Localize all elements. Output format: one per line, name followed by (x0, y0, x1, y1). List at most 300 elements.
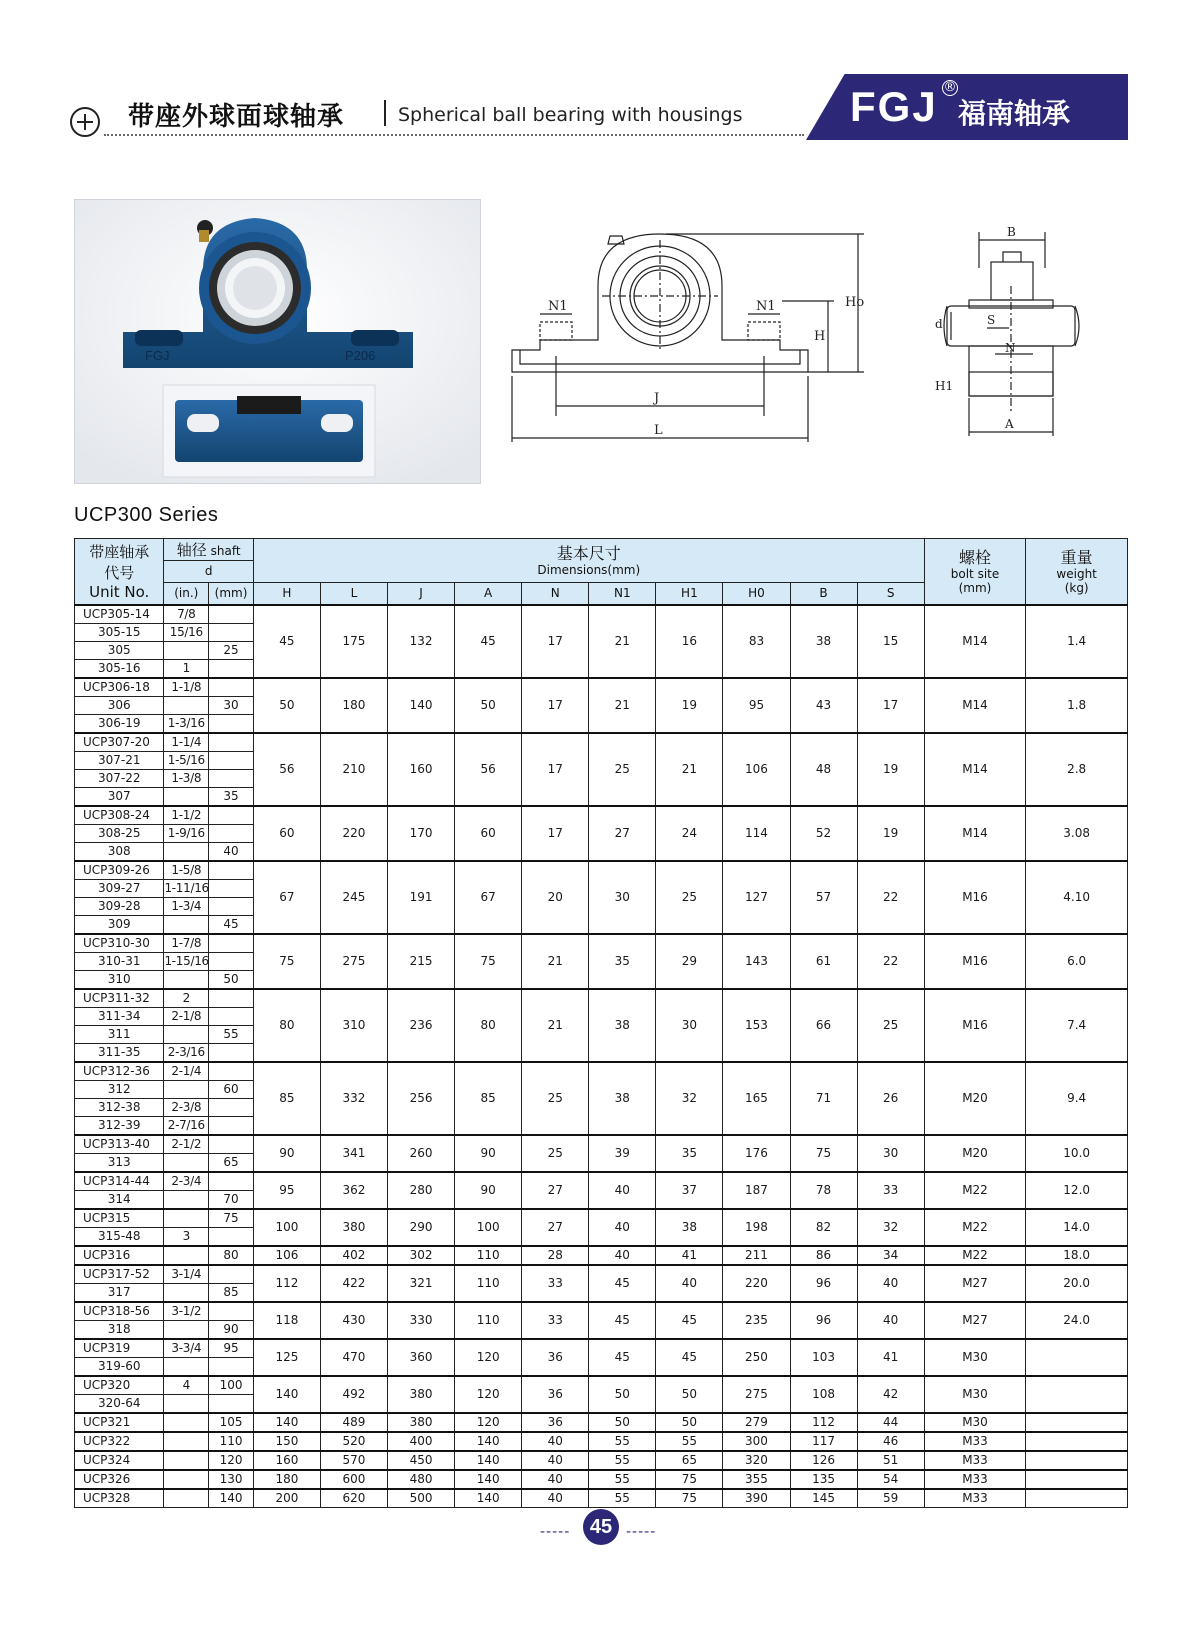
dim-cell-j: 302 (388, 1246, 455, 1265)
dim-cell-l: 341 (320, 1135, 387, 1172)
shaft-inch-cell (164, 1209, 209, 1228)
shaft-mm-cell (209, 861, 254, 880)
dimensions-header: 基本尺寸 Dimensions(mm) (253, 539, 924, 583)
shaft-inch-cell: 3-1/4 (164, 1265, 209, 1284)
dim-cell-b: 82 (790, 1209, 857, 1246)
weight-cell (1026, 1432, 1128, 1451)
unit-no-cell: UCP326 (75, 1470, 164, 1489)
dim-cell-h: 118 (253, 1302, 320, 1339)
shaft-mm-cell (209, 1116, 254, 1135)
label-s: S (987, 313, 996, 327)
weight-cell: 1.8 (1026, 678, 1128, 733)
shaft-mm-cell (209, 1302, 254, 1321)
dim-cell-n1: 39 (589, 1135, 656, 1172)
unit-no-cell: UCP315 (75, 1209, 164, 1228)
dim-cell-n: 33 (522, 1265, 589, 1302)
dim-cell-h1: 75 (656, 1470, 723, 1489)
plus-circle-icon (70, 107, 100, 137)
dim-cell-n1: 35 (589, 934, 656, 989)
dim-cell-l: 620 (320, 1489, 387, 1508)
shaft-inch-cell: 2-1/8 (164, 1007, 209, 1025)
shaft-inch-cell: 2-3/8 (164, 1098, 209, 1116)
shaft-mm-cell: 130 (209, 1470, 254, 1489)
dim-cell-l: 175 (320, 605, 387, 678)
shaft-mm-cell (209, 751, 254, 769)
dim-cell-h: 90 (253, 1135, 320, 1172)
unit-no-cell: UCP312-36 (75, 1062, 164, 1081)
weight-cell (1026, 1470, 1128, 1489)
dim-col-header: B (790, 583, 857, 605)
dim-cell-l: 600 (320, 1470, 387, 1489)
title-separator (384, 100, 386, 126)
table-row (75, 1135, 1128, 1154)
dim-cell-b: 75 (790, 1135, 857, 1172)
unit-no-cell: 311-35 (75, 1043, 164, 1062)
dim-cell-s: 40 (857, 1302, 924, 1339)
dim-cell-h1: 25 (656, 861, 723, 934)
shaft-inch-cell (164, 1413, 209, 1432)
weight-cell: 6.0 (1026, 934, 1128, 989)
dim-cell-b: 48 (790, 733, 857, 806)
dim-cell-h: 95 (253, 1172, 320, 1209)
unit-no-cell: 307 (75, 787, 164, 806)
dim-cell-j: 132 (388, 605, 455, 678)
dim-cell-j: 480 (388, 1470, 455, 1489)
shaft-mm-cell: 65 (209, 1153, 254, 1172)
dim-cell-h1: 41 (656, 1246, 723, 1265)
bolt-cell: M33 (924, 1451, 1026, 1470)
label-d: d (935, 317, 943, 331)
bolt-cell: M22 (924, 1246, 1026, 1265)
shaft-inch-cell (164, 641, 209, 659)
dim-cell-l: 402 (320, 1246, 387, 1265)
shaft-inch-cell: 1-1/2 (164, 806, 209, 825)
shaft-mm-cell (209, 879, 254, 897)
table-row (75, 1302, 1128, 1321)
dim-cell-a: 110 (455, 1246, 522, 1265)
dim-cell-a: 140 (455, 1451, 522, 1470)
shaft-mm-cell (209, 623, 254, 641)
dim-cell-h: 67 (253, 861, 320, 934)
dim-cell-n1: 45 (589, 1302, 656, 1339)
unit-no-cell: 313 (75, 1153, 164, 1172)
dim-cell-l: 362 (320, 1172, 387, 1209)
shaft-inch-cell (164, 696, 209, 714)
dim-cell-h1: 38 (656, 1209, 723, 1246)
inch-header: (in.) (164, 583, 209, 605)
registered-mark: ® (943, 80, 957, 95)
table-row (75, 733, 1128, 752)
shaft-inch-cell (164, 1470, 209, 1489)
shaft-inch-cell (164, 1080, 209, 1098)
shaft-inch-cell: 1-5/8 (164, 861, 209, 880)
label-h1: H1 (935, 379, 954, 393)
dim-col-header: H (253, 583, 320, 605)
dim-cell-h: 80 (253, 989, 320, 1062)
dim-cell-s: 59 (857, 1489, 924, 1508)
dim-cell-a: 50 (455, 678, 522, 733)
shaft-inch-cell: 1 (164, 659, 209, 678)
dim-cell-b: 71 (790, 1062, 857, 1135)
shaft-mm-cell: 25 (209, 641, 254, 659)
shaft-inch-cell: 2-1/2 (164, 1135, 209, 1154)
unit-no-cell: UCP324 (75, 1451, 164, 1470)
shaft-mm-cell (209, 1098, 254, 1116)
dim-cell-a: 140 (455, 1489, 522, 1508)
shaft-inch-cell: 1-3/16 (164, 714, 209, 733)
dim-cell-s: 17 (857, 678, 924, 733)
table-row (75, 1451, 1128, 1470)
page-dash-left: ----- (540, 1524, 571, 1540)
dim-cell-n1: 55 (589, 1489, 656, 1508)
shaft-mm-cell: 45 (209, 915, 254, 934)
dim-cell-h0: 390 (723, 1489, 790, 1508)
shaft-mm-cell (209, 824, 254, 842)
unit-no-cell: 318 (75, 1320, 164, 1339)
dim-cell-j: 260 (388, 1135, 455, 1172)
dim-cell-h: 160 (253, 1451, 320, 1470)
dim-cell-s: 22 (857, 861, 924, 934)
unit-no-cell: UCP314-44 (75, 1172, 164, 1191)
dim-cell-h0: 220 (723, 1265, 790, 1302)
table-row (75, 1489, 1128, 1508)
bolt-cell: M16 (924, 934, 1026, 989)
table-row (75, 1265, 1128, 1284)
dim-cell-a: 140 (455, 1432, 522, 1451)
table-row (75, 1172, 1128, 1191)
dim-cell-n1: 45 (589, 1339, 656, 1376)
dim-cell-h0: 165 (723, 1062, 790, 1135)
dim-cell-s: 51 (857, 1451, 924, 1470)
shaft-inch-cell (164, 1357, 209, 1376)
dim-cell-h0: 211 (723, 1246, 790, 1265)
unit-no-cell: 308 (75, 842, 164, 861)
side-view-drawing (935, 222, 1129, 449)
label-ho: Ho (845, 295, 865, 310)
shaft-inch-cell: 2-7/16 (164, 1116, 209, 1135)
shaft-inch-cell (164, 1432, 209, 1451)
table-row (75, 1470, 1128, 1489)
dim-cell-h0: 320 (723, 1451, 790, 1470)
dim-cell-a: 110 (455, 1302, 522, 1339)
unit-no-cell: UCP328 (75, 1489, 164, 1508)
table-row (75, 1432, 1128, 1451)
bolt-cell: M33 (924, 1470, 1026, 1489)
shaft-mm-cell: 80 (209, 1246, 254, 1265)
dim-cell-h1: 29 (656, 934, 723, 989)
dim-cell-b: 117 (790, 1432, 857, 1451)
unit-no-cell: 307-22 (75, 769, 164, 787)
dim-cell-h1: 30 (656, 989, 723, 1062)
unit-no-cell: UCP307-20 (75, 733, 164, 752)
dim-cell-n1: 21 (589, 678, 656, 733)
spec-table-body (75, 605, 1128, 1508)
dim-cell-s: 15 (857, 605, 924, 678)
unit-no-cell: UCP308-24 (75, 806, 164, 825)
dim-cell-b: 78 (790, 1172, 857, 1209)
shaft-mm-cell (209, 605, 254, 624)
shaft-mm-cell (209, 769, 254, 787)
shaft-mm-cell (209, 934, 254, 953)
unit-no-cell: 309-28 (75, 897, 164, 915)
dim-cell-h0: 106 (723, 733, 790, 806)
weight-cell (1026, 1413, 1128, 1432)
dim-cell-n: 36 (522, 1376, 589, 1413)
dim-cell-h1: 50 (656, 1413, 723, 1432)
dim-cell-a: 120 (455, 1413, 522, 1432)
dim-cell-b: 112 (790, 1413, 857, 1432)
shaft-header: 轴径 shaft (164, 539, 253, 561)
dim-cell-s: 22 (857, 934, 924, 989)
unit-no-cell: 312 (75, 1080, 164, 1098)
dim-col-header: N1 (589, 583, 656, 605)
shaft-inch-cell (164, 787, 209, 806)
dim-cell-s: 42 (857, 1376, 924, 1413)
dim-cell-n1: 40 (589, 1172, 656, 1209)
dim-cell-n1: 50 (589, 1413, 656, 1432)
label-h: H (814, 329, 826, 344)
dim-cell-j: 380 (388, 1376, 455, 1413)
bolt-cell: M27 (924, 1265, 1026, 1302)
bolt-cell: M33 (924, 1489, 1026, 1508)
shaft-mm-cell (209, 1062, 254, 1081)
dim-cell-n1: 55 (589, 1432, 656, 1451)
dim-cell-n: 40 (522, 1489, 589, 1508)
dim-cell-j: 236 (388, 989, 455, 1062)
dim-cell-b: 66 (790, 989, 857, 1062)
shaft-inch-cell: 3-3/4 (164, 1339, 209, 1358)
pillow-block-photo (75, 200, 480, 483)
dim-cell-h0: 95 (723, 678, 790, 733)
shaft-mm-cell: 70 (209, 1190, 254, 1209)
shaft-inch-cell (164, 1190, 209, 1209)
dim-cell-b: 126 (790, 1451, 857, 1470)
shaft-mm-cell: 40 (209, 842, 254, 861)
unit-no-cell: 305-15 (75, 623, 164, 641)
dim-cell-s: 19 (857, 806, 924, 861)
dim-cell-l: 220 (320, 806, 387, 861)
dim-cell-n: 17 (522, 678, 589, 733)
dim-cell-b: 61 (790, 934, 857, 989)
unit-no-cell: UCP322 (75, 1432, 164, 1451)
dim-cell-l: 430 (320, 1302, 387, 1339)
dim-cell-b: 43 (790, 678, 857, 733)
dim-cell-j: 256 (388, 1062, 455, 1135)
table-row (75, 678, 1128, 697)
shaft-inch-cell: 2-3/16 (164, 1043, 209, 1062)
unit-no-cell: 309-27 (75, 879, 164, 897)
bolt-cell: M30 (924, 1413, 1026, 1432)
mm-header: (mm) (209, 583, 254, 605)
dim-cell-a: 80 (455, 989, 522, 1062)
dim-cell-h1: 55 (656, 1432, 723, 1451)
weight-cell: 20.0 (1026, 1265, 1128, 1302)
bolt-cell: M16 (924, 861, 1026, 934)
dim-cell-j: 290 (388, 1209, 455, 1246)
dim-cell-s: 19 (857, 733, 924, 806)
unit-no-cell: 319-60 (75, 1357, 164, 1376)
weight-cell (1026, 1451, 1128, 1470)
dim-cell-s: 25 (857, 989, 924, 1062)
brand-logo: FGJ (850, 83, 938, 130)
unit-no-cell: 306 (75, 696, 164, 714)
dim-cell-s: 54 (857, 1470, 924, 1489)
bolt-cell: M22 (924, 1172, 1026, 1209)
dim-cell-l: 275 (320, 934, 387, 989)
dim-cell-l: 489 (320, 1413, 387, 1432)
weight-cell: 2.8 (1026, 733, 1128, 806)
dim-cell-j: 191 (388, 861, 455, 934)
shaft-inch-cell: 2-3/4 (164, 1172, 209, 1191)
bolt-cell: M33 (924, 1432, 1026, 1451)
dim-cell-h: 200 (253, 1489, 320, 1508)
page-dash-right: ----- (626, 1524, 657, 1540)
dim-cell-h0: 153 (723, 989, 790, 1062)
table-row (75, 861, 1128, 880)
label-n: N (1005, 341, 1016, 355)
dim-cell-j: 380 (388, 1413, 455, 1432)
weight-cell: 3.08 (1026, 806, 1128, 861)
shaft-mm-cell: 90 (209, 1320, 254, 1339)
dim-cell-h0: 275 (723, 1376, 790, 1413)
bolt-cell: M30 (924, 1339, 1026, 1376)
dim-cell-n: 17 (522, 605, 589, 678)
dim-cell-n1: 50 (589, 1376, 656, 1413)
shaft-mm-cell (209, 1172, 254, 1191)
unit-no-cell: 317 (75, 1283, 164, 1302)
weight-cell: 7.4 (1026, 989, 1128, 1062)
shaft-mm-cell (209, 989, 254, 1008)
unit-no-cell: 310 (75, 970, 164, 989)
dim-cell-a: 67 (455, 861, 522, 934)
shaft-mm-cell (209, 952, 254, 970)
shaft-inch-cell (164, 1283, 209, 1302)
dim-cell-n1: 38 (589, 1062, 656, 1135)
dim-cell-b: 135 (790, 1470, 857, 1489)
dim-cell-n1: 55 (589, 1470, 656, 1489)
dim-cell-h: 180 (253, 1470, 320, 1489)
dim-cell-n: 17 (522, 806, 589, 861)
dim-cell-h: 150 (253, 1432, 320, 1451)
shaft-inch-cell (164, 1025, 209, 1043)
dim-cell-n1: 27 (589, 806, 656, 861)
dim-cell-j: 140 (388, 678, 455, 733)
unit-no-cell: 309 (75, 915, 164, 934)
shaft-inch-cell (164, 1394, 209, 1413)
dim-cell-n: 25 (522, 1062, 589, 1135)
dim-cell-s: 46 (857, 1432, 924, 1451)
dim-cell-n: 40 (522, 1432, 589, 1451)
dim-cell-n: 20 (522, 861, 589, 934)
dim-cell-h1: 65 (656, 1451, 723, 1470)
dim-cell-h: 125 (253, 1339, 320, 1376)
dim-cell-h0: 279 (723, 1413, 790, 1432)
dim-col-header: J (388, 583, 455, 605)
weight-cell: 12.0 (1026, 1172, 1128, 1209)
dim-cell-l: 520 (320, 1432, 387, 1451)
table-row (75, 934, 1128, 953)
dim-cell-h1: 75 (656, 1489, 723, 1508)
dim-cell-n1: 30 (589, 861, 656, 934)
table-row (75, 1209, 1128, 1228)
dim-cell-a: 56 (455, 733, 522, 806)
dim-cell-n: 33 (522, 1302, 589, 1339)
dim-cell-h0: 300 (723, 1432, 790, 1451)
shaft-inch-cell: 1-1/8 (164, 678, 209, 697)
shaft-inch-cell (164, 842, 209, 861)
page-number: 45 (583, 1509, 619, 1545)
dim-cell-a: 75 (455, 934, 522, 989)
bolt-cell: M20 (924, 1135, 1026, 1172)
weight-cell: 24.0 (1026, 1302, 1128, 1339)
dim-cell-h: 50 (253, 678, 320, 733)
unit-no-cell: 306-19 (75, 714, 164, 733)
dim-cell-l: 332 (320, 1062, 387, 1135)
dim-cell-j: 160 (388, 733, 455, 806)
dim-cell-n1: 40 (589, 1246, 656, 1265)
unit-no-cell: UCP321 (75, 1413, 164, 1432)
dim-cell-j: 450 (388, 1451, 455, 1470)
shaft-inch-cell: 2 (164, 989, 209, 1008)
dim-cell-l: 245 (320, 861, 387, 934)
weight-header: 重量 weight (kg) (1026, 539, 1128, 605)
unit-no-cell: 311-34 (75, 1007, 164, 1025)
dim-cell-l: 380 (320, 1209, 387, 1246)
dim-cell-n1: 21 (589, 605, 656, 678)
shaft-inch-cell: 1-5/16 (164, 751, 209, 769)
unit-no-cell: UCP313-40 (75, 1135, 164, 1154)
weight-cell (1026, 1339, 1128, 1376)
dim-cell-h: 45 (253, 605, 320, 678)
dim-cell-a: 85 (455, 1062, 522, 1135)
dim-cell-b: 96 (790, 1302, 857, 1339)
unit-no-cell: UCP305-14 (75, 605, 164, 624)
dim-cell-h: 60 (253, 806, 320, 861)
bolt-cell: M14 (924, 733, 1026, 806)
unit-no-cell: 305-16 (75, 659, 164, 678)
dim-cell-a: 100 (455, 1209, 522, 1246)
shaft-inch-cell: 1-11/16 (164, 879, 209, 897)
dim-cell-h0: 176 (723, 1135, 790, 1172)
dim-cell-h0: 250 (723, 1339, 790, 1376)
shaft-inch-cell: 1-7/8 (164, 934, 209, 953)
table-row (75, 1376, 1128, 1395)
dim-cell-h0: 235 (723, 1302, 790, 1339)
shaft-inch-cell: 7/8 (164, 605, 209, 624)
dim-cell-h1: 35 (656, 1135, 723, 1172)
dim-cell-s: 30 (857, 1135, 924, 1172)
shaft-mm-cell: 55 (209, 1025, 254, 1043)
shaft-mm-cell (209, 1227, 254, 1246)
dim-cell-j: 360 (388, 1339, 455, 1376)
shaft-inch-cell: 1-15/16 (164, 952, 209, 970)
unit-no-cell: 312-39 (75, 1116, 164, 1135)
shaft-mm-cell (209, 678, 254, 697)
dim-cell-n1: 55 (589, 1451, 656, 1470)
dim-cell-h0: 83 (723, 605, 790, 678)
shaft-mm-cell: 100 (209, 1376, 254, 1395)
dim-cell-h0: 127 (723, 861, 790, 934)
bolt-cell: M16 (924, 989, 1026, 1062)
unit-no-cell: UCP310-30 (75, 934, 164, 953)
dim-cell-b: 145 (790, 1489, 857, 1508)
dim-cell-h1: 37 (656, 1172, 723, 1209)
label-b: B (1007, 225, 1016, 239)
dim-cell-j: 500 (388, 1489, 455, 1508)
shaft-mm-cell: 95 (209, 1339, 254, 1358)
dim-cell-n1: 38 (589, 989, 656, 1062)
shaft-mm-cell (209, 1135, 254, 1154)
